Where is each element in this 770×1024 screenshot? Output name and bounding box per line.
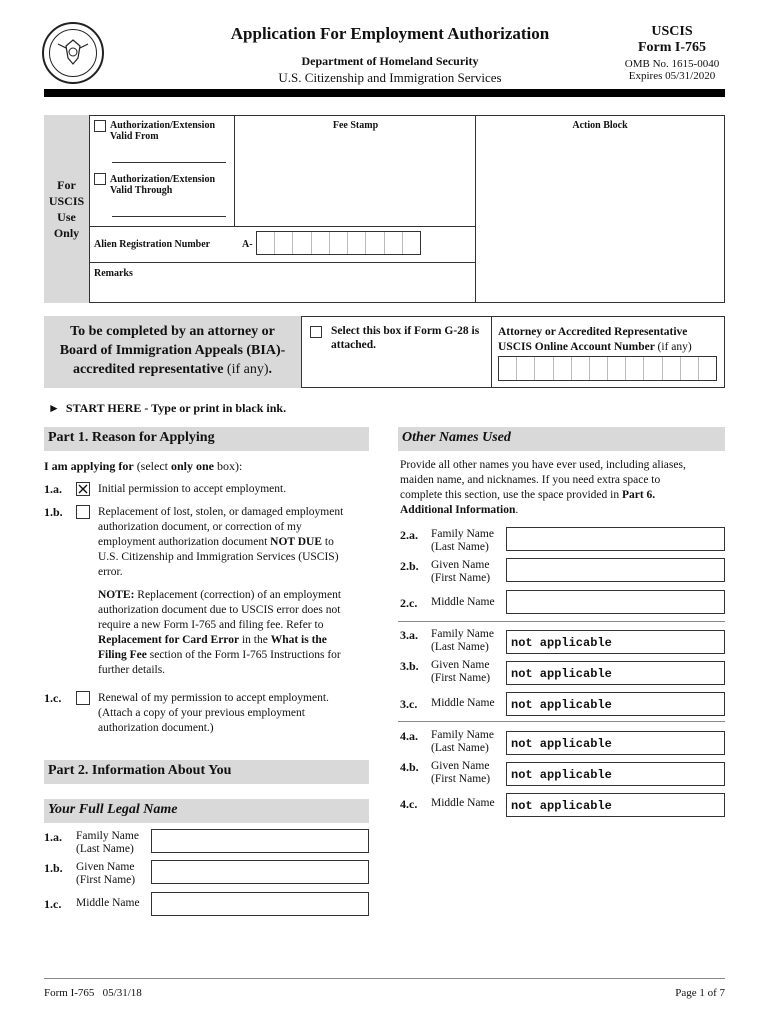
field-label xyxy=(431,559,490,585)
fee-stamp-label: Fee Stamp xyxy=(332,120,379,131)
label-line: (Last Name) xyxy=(431,742,489,754)
full-legal-name-heading: Your Full Legal Name xyxy=(44,799,369,823)
valid-through-label: Authorization/Extension Valid Through xyxy=(110,174,216,196)
alien-prefix: A- xyxy=(242,239,253,250)
text-line: employment authorization document xyxy=(98,536,268,548)
for-uscis-use-only-label xyxy=(44,115,90,303)
account-if-any: (if any) xyxy=(657,341,692,353)
note-line: in the xyxy=(239,634,271,646)
label-line: (Last Name) xyxy=(76,843,134,855)
label-line: (First Name) xyxy=(431,672,491,684)
field-number: 4.b. xyxy=(400,760,419,774)
field-number: 3.a. xyxy=(400,628,418,642)
field-label: Middle Name xyxy=(431,596,495,608)
item-text: Initial permission to accept employment. xyxy=(98,483,287,495)
text-line: authorization document, or correction of my xyxy=(98,521,302,533)
note-bold: Replacement for Card Error xyxy=(98,634,240,646)
intro-end: box): xyxy=(217,459,243,473)
footer-rule xyxy=(44,978,725,979)
group-separator xyxy=(398,721,725,722)
divider xyxy=(90,226,475,227)
valid-from-label: Authorization/Extension Valid From xyxy=(110,120,216,142)
field-label xyxy=(431,760,490,786)
footer-form-id: Form I-765 05/31/18 xyxy=(44,987,142,999)
checkmark-x-icon xyxy=(77,483,89,495)
other-given-name-input-4b[interactable]: not applicable xyxy=(506,762,725,786)
label-line: (First Name) xyxy=(431,572,491,584)
renewal-checkbox[interactable] xyxy=(76,691,90,705)
part1-intro xyxy=(44,459,242,475)
attorney-if-any: (if any) xyxy=(226,362,269,377)
g28-checkbox[interactable] xyxy=(310,326,322,338)
replacement-checkbox[interactable] xyxy=(76,505,90,519)
middle-name-input[interactable] xyxy=(151,892,369,916)
part1-heading: Part 1. Reason for Applying xyxy=(44,427,369,451)
field-label: Middle Name xyxy=(431,697,495,709)
attorney-line: To be completed by an attorney or xyxy=(70,324,275,339)
label-line: Family Name xyxy=(431,628,494,640)
action-block-label: Action Block xyxy=(572,120,628,131)
field-label xyxy=(431,628,494,654)
department-name: Department of Homeland Security xyxy=(301,54,479,68)
replacement-text xyxy=(98,505,373,580)
attorney-line: accredited representative xyxy=(72,362,224,377)
footer-page-number: Page 1 of 7 xyxy=(675,987,725,999)
text-line: Replacement of lost, stolen, or damaged employment xyxy=(98,506,344,518)
divider xyxy=(491,316,492,388)
dhs-seal-icon xyxy=(42,22,104,84)
family-name-input[interactable] xyxy=(151,829,369,853)
other-middle-name-input-2c[interactable] xyxy=(506,590,725,614)
part2-heading: Part 2. Information About You xyxy=(44,760,369,784)
item-number: 1.c. xyxy=(44,691,62,705)
side-label-line: For xyxy=(57,178,76,192)
text-line: Renewal of my permission to accept employment. xyxy=(98,692,329,704)
intro-line: Provide all other names you have ever used, including aliases, xyxy=(400,459,686,471)
other-family-name-input-3a[interactable]: not applicable xyxy=(506,630,725,654)
field-label xyxy=(431,659,490,685)
text-line: U.S. Citizenship and Immigration Services (USCIS) xyxy=(98,551,339,563)
uscis-use-box xyxy=(44,115,725,303)
side-label-line: Only xyxy=(53,226,80,240)
field-label: Middle Name xyxy=(76,897,140,909)
header-rule xyxy=(44,89,725,97)
text-line: error. xyxy=(98,566,123,578)
other-names-heading: Other Names Used xyxy=(398,427,725,451)
start-here-text: START HERE - Type or print in black ink. xyxy=(65,401,287,415)
field-number: 3.c. xyxy=(400,697,418,711)
alien-registration-label: Alien Registration Number xyxy=(94,239,211,250)
form-title: Application For Employment Authorization xyxy=(230,24,550,43)
side-label-line: Use xyxy=(57,210,76,224)
other-given-name-input-2b[interactable] xyxy=(506,558,725,582)
expiration-date: Expires 05/31/2020 xyxy=(628,70,716,82)
intro-bold: Part 6. xyxy=(621,489,656,501)
group-separator xyxy=(398,621,725,622)
field-number: 2.b. xyxy=(400,559,419,573)
valid-from-checkbox[interactable] xyxy=(94,120,106,132)
note-bold: Filing Fee xyxy=(98,649,147,661)
intro-bold: I am applying for xyxy=(44,459,134,473)
not-due: NOT DUE xyxy=(270,536,323,548)
divider xyxy=(90,262,475,263)
initial-permission-checkbox[interactable] xyxy=(76,482,90,496)
account-label xyxy=(498,325,723,355)
note-bold: What is the xyxy=(270,634,327,646)
attorney-line: Board of Immigration Appeals (BIA)- xyxy=(59,343,286,358)
remarks-label: Remarks xyxy=(94,268,133,279)
account-number-input[interactable] xyxy=(498,356,717,381)
renewal-text xyxy=(98,691,373,736)
other-family-name-input-4a[interactable]: not applicable xyxy=(506,731,725,755)
agency-name: U.S. Citizenship and Immigration Services xyxy=(278,70,502,85)
field-label xyxy=(431,528,494,554)
item-number: 1.a. xyxy=(44,482,62,496)
intro-line: . xyxy=(515,504,519,516)
other-middle-name-input-3c[interactable]: not applicable xyxy=(506,692,725,716)
valid-through-line[interactable] xyxy=(112,216,226,217)
agency-short: USCIS xyxy=(651,24,693,39)
other-family-name-input-2a[interactable] xyxy=(506,527,725,551)
field-number: 4.a. xyxy=(400,729,418,743)
label-line: (First Name) xyxy=(76,874,136,886)
form-info xyxy=(608,24,736,82)
field-number: 3.b. xyxy=(400,659,419,673)
label-line: Given Name xyxy=(431,760,490,772)
field-number: 4.c. xyxy=(400,797,418,811)
intro-line: maiden name, and nicknames. If you need extra space to xyxy=(400,474,661,486)
note-line: require a new Form I-765 and filing fee. Refer to xyxy=(98,619,324,631)
note-line: Replacement (correction) of an employment xyxy=(137,589,342,601)
label-line: Family Name xyxy=(431,528,494,540)
label-line: Given Name xyxy=(431,659,490,671)
field-number: 1.a. xyxy=(44,830,62,844)
note-line: section of the Form I-765 Instructions for xyxy=(146,649,341,661)
label-line: (First Name) xyxy=(431,773,491,785)
text-line: authorization document.) xyxy=(98,722,214,734)
field-label xyxy=(76,861,135,887)
label-line: (Last Name) xyxy=(431,541,489,553)
note-line: authorization document due to USCIS error does not xyxy=(98,604,341,616)
divider xyxy=(234,115,235,226)
label-line: Given Name xyxy=(431,559,490,571)
label-line: Family Name xyxy=(76,830,139,842)
field-number: 2.a. xyxy=(400,528,418,542)
field-number: 1.b. xyxy=(44,861,63,875)
field-label xyxy=(76,830,139,856)
attorney-heading: To be completed by an attorney or Board of Immigration Appeals (BIA)- accredited representative (if any). xyxy=(44,316,302,388)
side-label-line: USCIS xyxy=(48,194,85,208)
label-line: Family Name xyxy=(431,729,494,741)
valid-from-line[interactable] xyxy=(112,162,226,163)
item-number: 1.b. xyxy=(44,505,63,519)
intro-rest: (select xyxy=(136,459,168,473)
divider xyxy=(475,115,476,303)
field-number: 2.c. xyxy=(400,596,418,610)
account-label-line: Attorney or Accredited Representative xyxy=(498,326,688,338)
field-label xyxy=(431,729,494,755)
g28-label: Select this box if Form G-28 is attached. xyxy=(331,325,480,351)
form-number: Form I-765 xyxy=(637,40,707,55)
valid-through-checkbox[interactable] xyxy=(94,173,106,185)
intro-line: complete this section, use the space provided in xyxy=(400,489,620,501)
note-label: NOTE: xyxy=(98,589,135,601)
label-line: (Last Name) xyxy=(431,641,489,653)
start-here xyxy=(48,401,286,416)
other-given-name-input-3b[interactable]: not applicable xyxy=(506,661,725,685)
intro-only: only one xyxy=(171,459,215,473)
field-number: 1.c. xyxy=(44,897,62,911)
text-line: (Attach a copy of your previous employment xyxy=(98,707,305,719)
omb-number: OMB No. 1615-0040 xyxy=(624,58,720,70)
other-middle-name-input-4c[interactable]: not applicable xyxy=(506,793,725,817)
account-label-line: USCIS Online Account Number xyxy=(498,341,655,353)
note-line: further details. xyxy=(98,664,166,676)
arrow-right-icon: ► xyxy=(48,401,60,415)
note-text xyxy=(98,588,373,678)
alien-registration-input[interactable] xyxy=(256,231,421,255)
text-line: to xyxy=(322,536,334,548)
other-names-intro xyxy=(400,458,725,518)
intro-bold: Additional Information xyxy=(400,504,516,516)
label-line: Given Name xyxy=(76,861,135,873)
given-name-input[interactable] xyxy=(151,860,369,884)
field-label: Middle Name xyxy=(431,797,495,809)
